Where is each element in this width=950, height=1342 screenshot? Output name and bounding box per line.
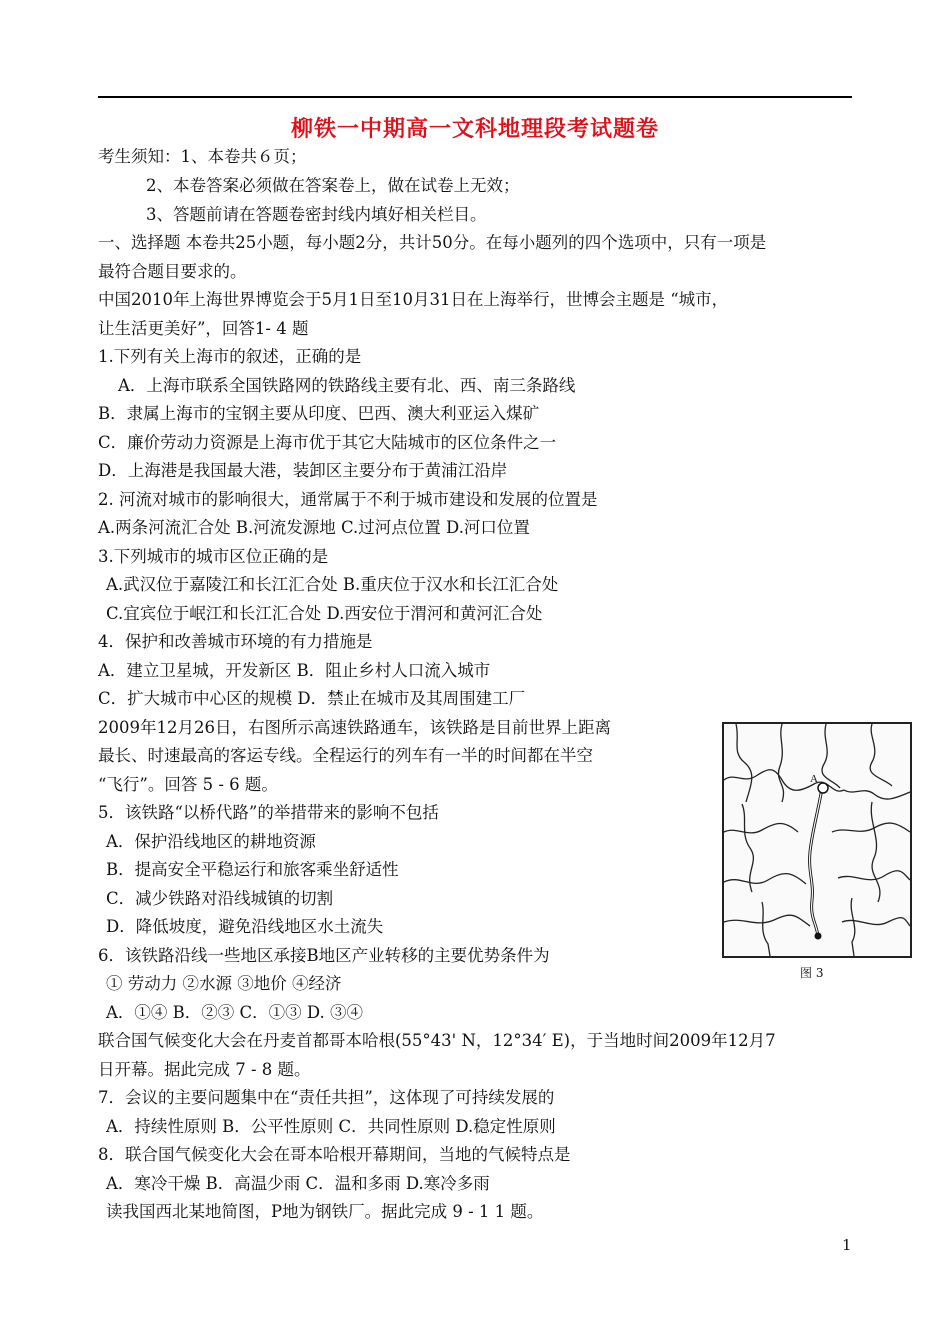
intro-climate-cont: 日开幕。据此完成 7 - 8 题。 — [98, 1060, 311, 1079]
q5-stem: 5．该铁路“以桥代路”的举措带来的影响不包括 — [98, 803, 439, 822]
q1-option-b: B．隶属上海市的宝钢主要从印度、巴西、澳大利亚运入煤矿 — [98, 404, 540, 423]
q6-stem: 6．该铁路沿线一些地区承接B地区产业转移的主要优势条件为 — [98, 946, 550, 965]
q3-options-ab: A.武汉位于嘉陵江和长江汇合处 B.重庆位于汉水和长江汇合处 — [106, 575, 559, 594]
header-rule — [98, 96, 852, 98]
q5-option-c: C．减少铁路对沿线城镇的切割 — [106, 889, 334, 908]
exam-title: 柳铁一中期高一文科地理段考试题卷 — [290, 116, 659, 142]
map-label-a: A — [810, 773, 818, 785]
q7-options: A．持续性原则 B．公平性原则 C．共同性原则 D.稳定性原则 — [106, 1117, 556, 1136]
q4-options-ab: A．建立卫星城，开发新区 B．阻止乡村人口流入城市 — [98, 661, 491, 680]
notice-line-3: 3、答题前请在答题卷密封线内填好相关栏目。 — [146, 205, 487, 224]
figure-caption: 图 3 — [800, 966, 824, 980]
page-number: 1 — [842, 1236, 852, 1254]
q7-stem: 7．会议的主要问题集中在“责任共担”，这体现了可持续发展的 — [98, 1088, 555, 1107]
intro-railway-cont-2: “飞行”。回答 5 - 6 题。 — [98, 775, 278, 794]
intro-expo: 中国2010年上海世界博览会于5月1日至10月31日在上海举行，世博会主题是 “城市， — [98, 290, 729, 309]
section-heading: 一、选择题 本卷共25小题，每小题2分，共计50分。在每小题列的四个选项中，只有一项是 — [98, 233, 767, 252]
intro-climate: 联合国气候变化大会在丹麦首都哥本哈根(55°43' N，12°34′ E)，于当地时间2009年12月7 — [98, 1031, 776, 1050]
q2-options: A.两条河流汇合处 B.河流发源地 C.过河点位置 D.河口位置 — [98, 518, 530, 537]
intro-railway-cont-1: 最长、时速最高的客运专线。全程运行的列车有一半的时间都在半空 — [98, 746, 593, 765]
intro-northwest-map: 读我国西北某地简图，P地为钢铁厂。据此完成 9 - 1 1 题。 — [106, 1202, 544, 1221]
q4-options-cd: C．扩大城市中心区的规模 D．禁止在城市及其周围建工厂 — [98, 689, 526, 708]
section-heading-cont: 最符合题目要求的。 — [98, 262, 247, 281]
intro-railway: 2009年12月26日，右图所示高速铁路通车，该铁路是目前世界上距离 — [98, 718, 611, 737]
q1-stem: 1.下列有关上海市的叙述，正确的是 — [98, 347, 362, 366]
q6-options: A．①④ B．②③ C．①③ D. ③④ — [106, 1003, 364, 1022]
q3-options-cd: C.宜宾位于岷江和长江汇合处 D.西安位于渭河和黄河汇合处 — [106, 604, 543, 623]
q8-options: A．寒冷干燥 B．高温少雨 C．温和多雨 D.寒冷多雨 — [106, 1174, 490, 1193]
station-a-marker — [818, 783, 828, 793]
q2-stem: 2. 河流对城市的影响很大，通常属于不利于城市建设和发展的位置是 — [98, 490, 598, 509]
q1-option-a: A．上海市联系全国铁路网的铁路线主要有北、西、南三条路线 — [118, 376, 576, 395]
q1-option-c: C．廉价劳动力资源是上海市优于其它大陆城市的区位条件之一 — [98, 433, 557, 452]
q5-option-d: D．降低坡度，避免沿线地区水土流失 — [106, 917, 384, 936]
q3-stem: 3.下列城市的城市区位正确的是 — [98, 547, 329, 566]
q8-stem: 8．联合国气候变化大会在哥本哈根开幕期间，当地的气候特点是 — [98, 1145, 571, 1164]
q5-option-b: B．提高安全平稳运行和旅客乘坐舒适性 — [106, 860, 399, 879]
station-b-marker — [815, 933, 822, 940]
q5-option-a: A．保护沿线地区的耕地资源 — [106, 832, 316, 851]
notice-line-1: 考生须知：1、本卷共６页； — [98, 147, 307, 166]
intro-expo-cont: 让生活更美好”，回答1- 4 题 — [98, 319, 309, 338]
q1-option-d: D．上海港是我国最大港，装卸区主要分布于黄浦江沿岸 — [98, 461, 508, 480]
q6-items: ① 劳动力 ②水源 ③地价 ④经济 — [106, 974, 342, 993]
notice-line-2: 2、本卷答案必须做在答案卷上，做在试卷上无效； — [146, 176, 520, 195]
q4-stem: 4．保护和改善城市环境的有力措施是 — [98, 632, 373, 651]
railway-map-figure — [722, 722, 912, 958]
